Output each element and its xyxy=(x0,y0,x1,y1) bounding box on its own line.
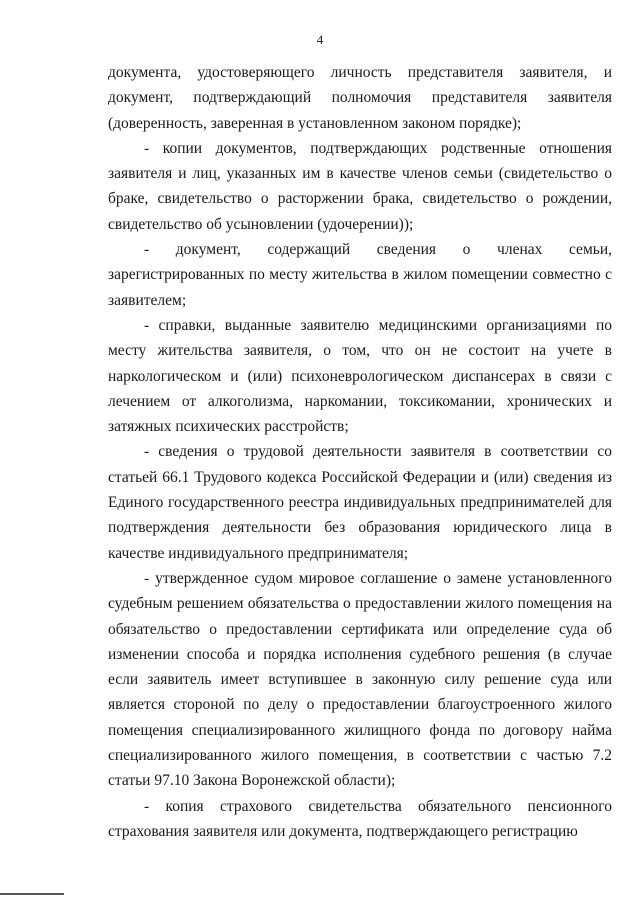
paragraph-2: - копии документов, подтверждающих родственные отношения заявителя и лиц, указанных им в качестве членов семьи (свидетельство о браке, свидетельство о расторжении брака, свидетельство о рождении, свидетельство об усыновлении (удочерении)); xyxy=(108,139,612,233)
paragraph-1: документа, удостоверяющего личность представителя заявителя, и документ, подтверждающий полномочия представителя заявителя (доверенность, заверенная в установленном законом порядке); xyxy=(108,64,612,132)
paragraph-3: - документ, содержащий сведения о членах семьи, зарегистрированных по месту жительства в жилом помещении совместно с заявителем; xyxy=(108,241,612,309)
paragraph-6: - утвержденное судом мировое соглашение о замене установленного судебным решением обязательства о предоставлении жилого помещения на обязательство о предоставлении сертификата или определение суда об изменении способа и порядка исполнения судебного решения (в случае если заявитель имеет вступившее в законную силу решение суда или является стороной по делу о предоставлении благоустроенного жилого помещения специализированного жилищного фонда по договору найма специализированного жилого помещения, в соответствии с частью 7.2 статьи 97.10 Закона Воронежской области); xyxy=(108,569,612,790)
scan-edge-mark xyxy=(0,893,64,895)
page-number: 4 xyxy=(316,32,324,47)
paragraph-4: - справки, выданные заявителю медицинскими организациями по месту жительства заявителя, о том, что он не состоит на учете в наркологическом и (или) психоневрологическом диспансерах в связи с лечением от алкоголизма, наркомании, токсикомании, хронических и затяжных психических расстройств; xyxy=(108,316,612,436)
paragraph-5: - сведения о трудовой деятельности заявителя в соответствии со статьей 66.1 Трудового кодекса Российской Федерации и (или) сведения из Единого государственного реестра индивидуальных предпринимателей для подтверждения деятельности без образования юридического лица в качестве индивидуального предпринимателя; xyxy=(108,443,612,562)
document-body xyxy=(108,60,612,844)
paragraph-7: - копия страхового свидетельства обязательного пенсионного страхования заявителя или документа, подтверждающего регистрацию xyxy=(108,797,612,840)
